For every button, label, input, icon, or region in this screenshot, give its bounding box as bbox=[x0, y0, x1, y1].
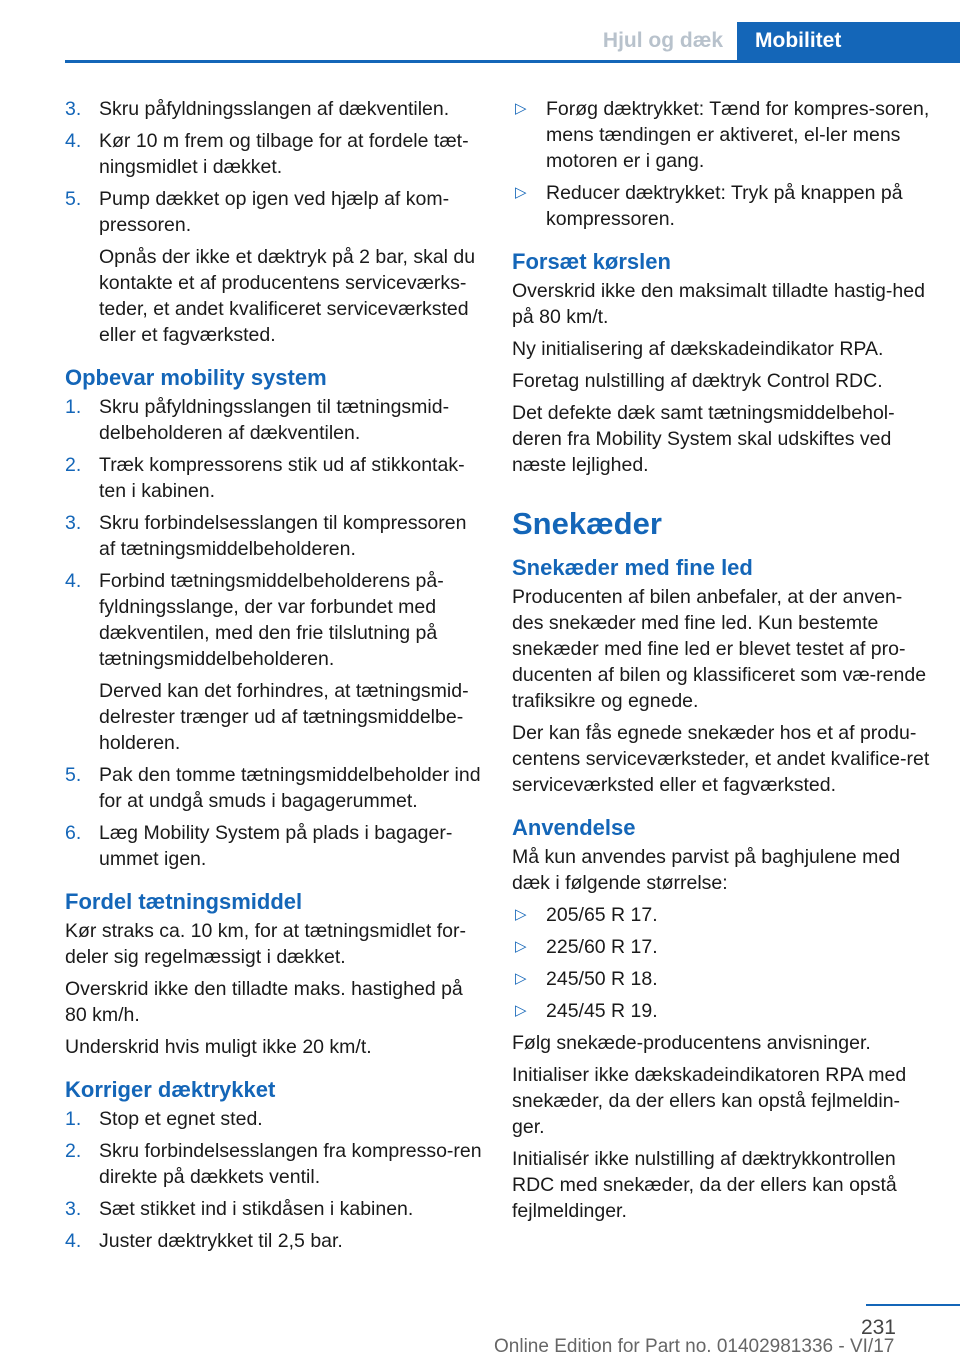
page-number: 231 bbox=[860, 1316, 896, 1339]
step-number: 1. bbox=[65, 1108, 82, 1130]
header-tab-hjul-og-daek[interactable]: Hjul og dæk bbox=[602, 29, 724, 52]
step-number: 5. bbox=[65, 188, 82, 210]
section-heading: Korriger dæktrykket bbox=[65, 1077, 276, 1102]
left-column bbox=[65, 96, 485, 1260]
triangle-right-icon: ▷ bbox=[515, 906, 527, 923]
step-note: Opnås der ikke et dæktryk på 2 bar, skal du kontakte et af producentens serviceværks-teder, et andet kvalificeret serviceværksted eller et fagværksted. bbox=[99, 246, 476, 346]
list-item bbox=[65, 568, 485, 672]
right-column bbox=[512, 96, 930, 1230]
step-text: Træk kompressorens stik ud af stikkontak-ten i kabinen. bbox=[99, 454, 465, 502]
list-item bbox=[65, 186, 485, 238]
step-number: 4. bbox=[65, 130, 82, 152]
step-text: Sæt stikket ind i stikdåsen i kabinen. bbox=[99, 1198, 414, 1220]
step-text: Kør 10 m frem og tilbage for at fordele tæt-ningsmidlet i dækket. bbox=[99, 130, 469, 178]
section-heading: Fordel tætningsmiddel bbox=[65, 889, 303, 914]
step-text: Skru påfyldningsslangen til tætningsmid-delbeholderen af dækventilen. bbox=[99, 396, 450, 444]
paragraph: Må kun anvendes parvist på baghjulene med dæk i følgende størrelse: bbox=[512, 846, 901, 894]
tire-size: 245/50 R 18. bbox=[546, 968, 658, 990]
list-item bbox=[512, 998, 930, 1024]
step-number: 5. bbox=[65, 764, 82, 786]
step-number: 3. bbox=[65, 512, 82, 534]
step-text: Læg Mobility System på plads i bagager-ummet igen. bbox=[99, 822, 453, 870]
list-item bbox=[512, 966, 930, 992]
paragraph: Det defekte dæk samt tætningsmiddelbehol-deren fra Mobility System skal udskiftes ved næste lejlighed. bbox=[512, 402, 895, 476]
header-rule bbox=[65, 60, 960, 63]
step-number: 2. bbox=[65, 454, 82, 476]
step-number: 3. bbox=[65, 1198, 82, 1220]
step-note: Derved kan det forhindres, at tætningsmid-delrester trænger ud af tætningsmiddelbe-holderen. bbox=[99, 680, 469, 754]
step-number: 4. bbox=[65, 570, 82, 592]
step-text: Skru forbindelsesslangen til kompressoren af tætningsmiddelbeholderen. bbox=[99, 512, 467, 560]
section-heading: Anvendelse bbox=[512, 815, 636, 840]
step-number: 1. bbox=[65, 396, 82, 418]
paragraph: Initialiser ikke dækskadeindikatoren RPA med snekæder, da der ellers kan opstå fejlmeldin-ger. bbox=[512, 1064, 907, 1138]
list-item bbox=[65, 128, 485, 180]
triangle-right-icon: ▷ bbox=[515, 938, 527, 955]
tire-size: 225/60 R 17. bbox=[546, 936, 658, 958]
section-heading: Snekæder med fine led bbox=[512, 555, 753, 580]
bullet-text: Reducer dæktrykket: Tryk på knappen på kompressoren. bbox=[546, 182, 903, 230]
list-item bbox=[512, 902, 930, 928]
section-heading: Opbevar mobility system bbox=[65, 365, 327, 390]
header-tab-mobilitet[interactable]: Mobilitet bbox=[737, 22, 960, 60]
edition-note: Online Edition for Part no. 01402981336 - VI/17 bbox=[494, 1336, 895, 1357]
list-item bbox=[65, 1228, 485, 1254]
list-item bbox=[65, 452, 485, 504]
paragraph: Følg snekæde-producentens anvisninger. bbox=[512, 1032, 871, 1054]
step-number: 2. bbox=[65, 1140, 82, 1162]
list-item bbox=[65, 820, 485, 872]
step-text: Pak den tomme tætningsmiddelbeholder ind for at undgå smuds i bagagerummet. bbox=[99, 764, 481, 812]
triangle-right-icon: ▷ bbox=[515, 970, 527, 987]
paragraph: Kør straks ca. 10 km, for at tætningsmidlet for-deler sig regelmæssigt i dækket. bbox=[65, 920, 466, 968]
paragraph: Overskrid ikke den tilladte maks. hastighed på 80 km/h. bbox=[65, 978, 463, 1026]
bullet-text: Forøg dæktrykket: Tænd for kompres-soren, mens tændingen er aktiveret, el-ler mens motoren er i gang. bbox=[546, 98, 930, 172]
list-item bbox=[65, 1106, 485, 1132]
step-text: Skru påfyldningsslangen af dækventilen. bbox=[99, 98, 450, 120]
footer-rule bbox=[866, 1304, 960, 1306]
list-item bbox=[65, 394, 485, 446]
tire-size: 205/65 R 17. bbox=[546, 904, 658, 926]
paragraph: Der kan fås egnede snekæder hos et af produ-centens serviceværksteder, et andet kvalifice-ret serviceværksted eller et fagværksted. bbox=[512, 722, 930, 796]
paragraph: Underskrid hvis muligt ikke 20 km/t. bbox=[65, 1036, 372, 1058]
step-number: 3. bbox=[65, 98, 82, 120]
step-text: Forbind tætningsmiddelbeholderens på-fyldningsslange, der var forbundet med dækventilen, med den frie tilslutning på tætningsmiddelbeholderen. bbox=[99, 570, 444, 670]
step-text: Stop et egnet sted. bbox=[99, 1108, 263, 1130]
step-text: Skru forbindelsesslangen fra kompresso-ren direkte på dækkets ventil. bbox=[99, 1140, 482, 1188]
chapter-heading: Snekæder bbox=[512, 506, 662, 541]
tire-size: 245/45 R 19. bbox=[546, 1000, 658, 1022]
list-item bbox=[512, 934, 930, 960]
step-number: 6. bbox=[65, 822, 82, 844]
triangle-right-icon: ▷ bbox=[515, 1002, 527, 1019]
section-heading: Forsæt kørslen bbox=[512, 249, 671, 274]
list-item bbox=[65, 96, 485, 122]
triangle-right-icon: ▷ bbox=[515, 100, 527, 117]
list-item bbox=[65, 762, 485, 814]
paragraph: Producenten af bilen anbefaler, at der anven-des snekæder med fine led. Kun bestemte snekæder med fine led er blevet testet af pro-ducenten af bilen og klassificeret som væ-rende trafiksikre og egnede. bbox=[512, 586, 927, 712]
paragraph: Initialisér ikke nulstilling af dæktrykkontrollen RDC med snekæder, da der ellers kan opstå fejlmeldinger. bbox=[512, 1148, 897, 1222]
step-text: Juster dæktrykket til 2,5 bar. bbox=[99, 1230, 343, 1252]
list-item bbox=[65, 1196, 485, 1222]
list-item bbox=[512, 96, 930, 174]
list-item bbox=[65, 1138, 485, 1190]
triangle-right-icon: ▷ bbox=[515, 184, 527, 201]
paragraph: Foretag nulstilling af dæktryk Control RDC. bbox=[512, 370, 883, 392]
step-number: 4. bbox=[65, 1230, 82, 1252]
paragraph: Ny initialisering af dækskadeindikator RPA. bbox=[512, 338, 884, 360]
step-text: Pump dækket op igen ved hjælp af kom-pressoren. bbox=[99, 188, 450, 236]
paragraph: Overskrid ikke den maksimalt tilladte hastig-hed på 80 km/t. bbox=[512, 280, 925, 328]
list-item bbox=[65, 510, 485, 562]
list-item bbox=[512, 180, 930, 232]
